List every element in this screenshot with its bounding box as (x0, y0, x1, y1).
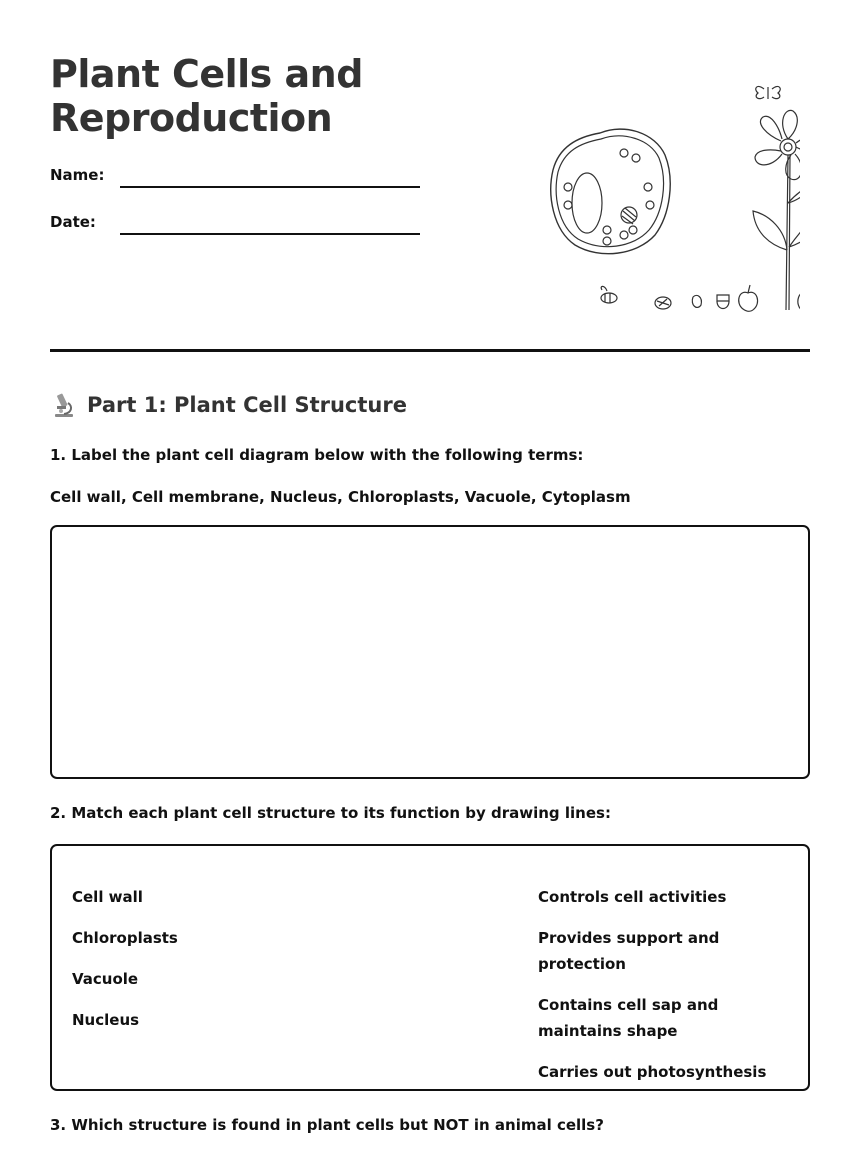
title-line-1: Plant Cells and (50, 52, 363, 96)
matching-box (50, 844, 810, 1091)
flower-icon (753, 110, 800, 310)
question-1-terms: Cell wall, Cell membrane, Nucleus, Chloroplasts, Vacuole, Cytoplasm (50, 488, 631, 506)
function-item[interactable]: Controls cell activities (538, 888, 727, 906)
apple-icon (739, 283, 800, 313)
bee-icon (601, 286, 617, 303)
microscope-icon (50, 391, 78, 419)
question-1: 1. Label the plant cell diagram below with the following terms: (50, 446, 584, 464)
header-divider (50, 349, 810, 352)
diagram-label-area[interactable] (50, 525, 810, 779)
function-item[interactable]: Carries out photosynthesis (538, 1063, 767, 1081)
question-2: 2. Match each plant cell structure to its function by drawing lines: (50, 804, 611, 822)
acorn-icon (717, 295, 729, 309)
structure-item[interactable]: Nucleus (72, 1011, 140, 1029)
function-item[interactable]: Provides support and protection (538, 929, 720, 973)
date-line[interactable] (120, 233, 420, 235)
name-label: Name: (50, 166, 105, 184)
part1-title: Part 1: Plant Cell Structure (87, 393, 407, 417)
date-field[interactable] (50, 213, 420, 243)
date-label: Date: (50, 213, 96, 231)
part1-heading (50, 390, 407, 420)
page-title (50, 52, 470, 140)
structure-item[interactable]: Chloroplasts (72, 929, 178, 947)
worksheet-page (50, 0, 810, 1161)
question-3: 3. Which structure is found in plant cells but NOT in animal cells? (50, 1116, 604, 1134)
title-line-2: Reproduction (50, 96, 333, 140)
plant-cell-icon (551, 129, 670, 254)
structure-item[interactable]: Vacuole (72, 970, 139, 988)
butterfly-icon (756, 86, 780, 99)
function-item[interactable]: Contains cell sap and maintains shape (538, 996, 719, 1040)
name-line[interactable] (120, 186, 420, 188)
seed-icon (655, 295, 701, 309)
structures-column (72, 884, 178, 1048)
structure-item[interactable]: Cell wall (72, 888, 143, 906)
header-illustration (545, 75, 800, 320)
name-field[interactable] (50, 166, 420, 196)
functions-column (538, 884, 793, 1100)
